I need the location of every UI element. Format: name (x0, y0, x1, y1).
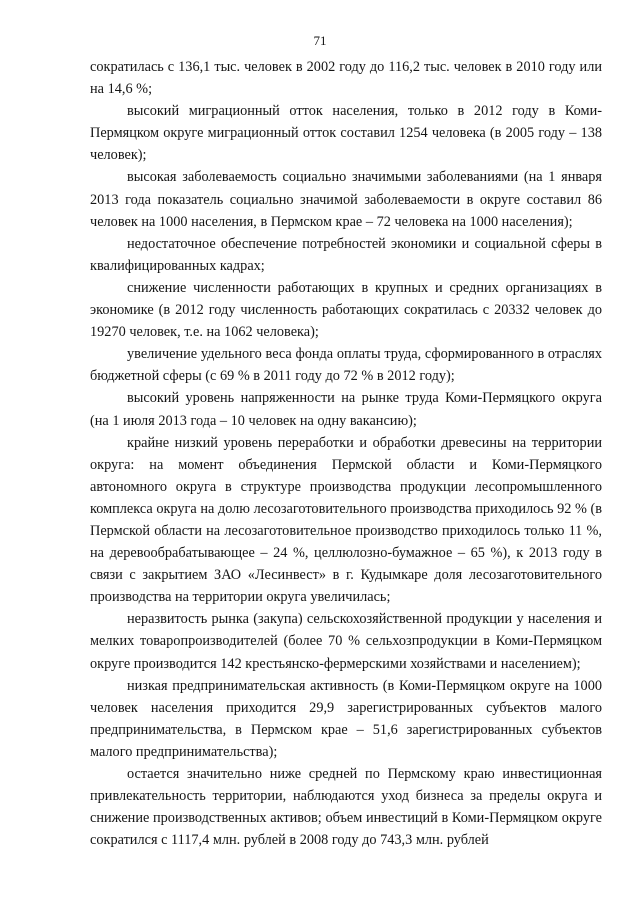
paragraph-wage-fund-share: увеличение удельного веса фонда оплаты труда, сформированного в отраслях бюджетной сферы (с 69 % в 2011 году до 72 % в 2012 году); (90, 346, 602, 385)
paragraph-wood-processing: крайне низкий уровень переработки и обработки древесины на территории округа: на момент объединения Пермской области и Коми-Пермяцкого автономного округа в структуре производства продукции лесопромышленного комплекса округа на долю лесозаготовительного производства приходилось 92 % (в Пермской области на лесозаготовительное производство приходилось только 11 %, на деревообрабатывающее – 24 %, целлюлозно-бумажное – 65 %), к 2013 году в связи с закрытием ЗАО «Лесинвест» в г. Кудымкаре доля лесозаготовительного производства на территории округа увеличилась; (90, 434, 602, 606)
paragraph-population-decline: сократилась с 136,1 тыс. человек в 2002 году до 116,2 тыс. человек в 2010 году или на 14,6 %; (90, 59, 602, 98)
paragraph-agri-market: неразвитость рынка (закупа) сельскохозяйственной продукции у населения и мелких товаропроизводителей (более 70 % сельхозпродукции в Коми-Пермяцком округе производится 142 крестьянско-фермерскими хозяйствами и населением); (90, 611, 602, 672)
page-number: 71 (313, 33, 327, 48)
paragraph-migration-outflow: высокий миграционный отток населения, только в 2012 году в Коми-Пермяцком округе миграционный отток составил 1254 человека (в 2005 году – 138 человек); (90, 103, 602, 164)
paragraph-employment-decline: снижение численности работающих в крупных и средних организациях в экономике (в 2012 году численность работающих сократилась с 20332 человек до 19270 человек, т.е. на 1062 человека); (90, 279, 602, 341)
paragraph-disease-incidence: высокая заболеваемость социально значимыми заболеваниями (на 1 января 2013 года показатель социально значимой заболеваемости в округе составил 86 человек на 1000 населения, в Пермском крае – 72 человека на 1000 населения); (90, 169, 602, 230)
paragraph-labor-market-tension: высокий уровень напряженности на рынке труда Коми-Пермяцкого округа (на 1 июля 2013 года – 10 человек на одну вакансию); (90, 390, 602, 429)
paragraph-business-activity: низкая предпринимательская активность (в Коми-Пермяцком округе на 1000 человек населения приходится 29,9 зарегистрированных субъектов малого предпринимательства, в Пермском крае – 51,6 зарегистрированных субъектов малого предпринимательства); (90, 677, 602, 760)
document-body (90, 56, 602, 851)
paragraph-investment-attractiveness: остается значительно ниже средней по Пермскому краю инвестиционная привлекательность территории, наблюдаются уход бизнеса за пределы округа и снижение производственных активов; объем инвестиций в Коми-Пермяцком округе сократился с 1117,4 млн. рублей в 2008 году до 743,3 млн. рублей (90, 766, 602, 849)
paragraph-qualified-staff: недостаточное обеспечение потребностей экономики и социальной сферы в квалифицированных кадрах; (90, 235, 602, 274)
